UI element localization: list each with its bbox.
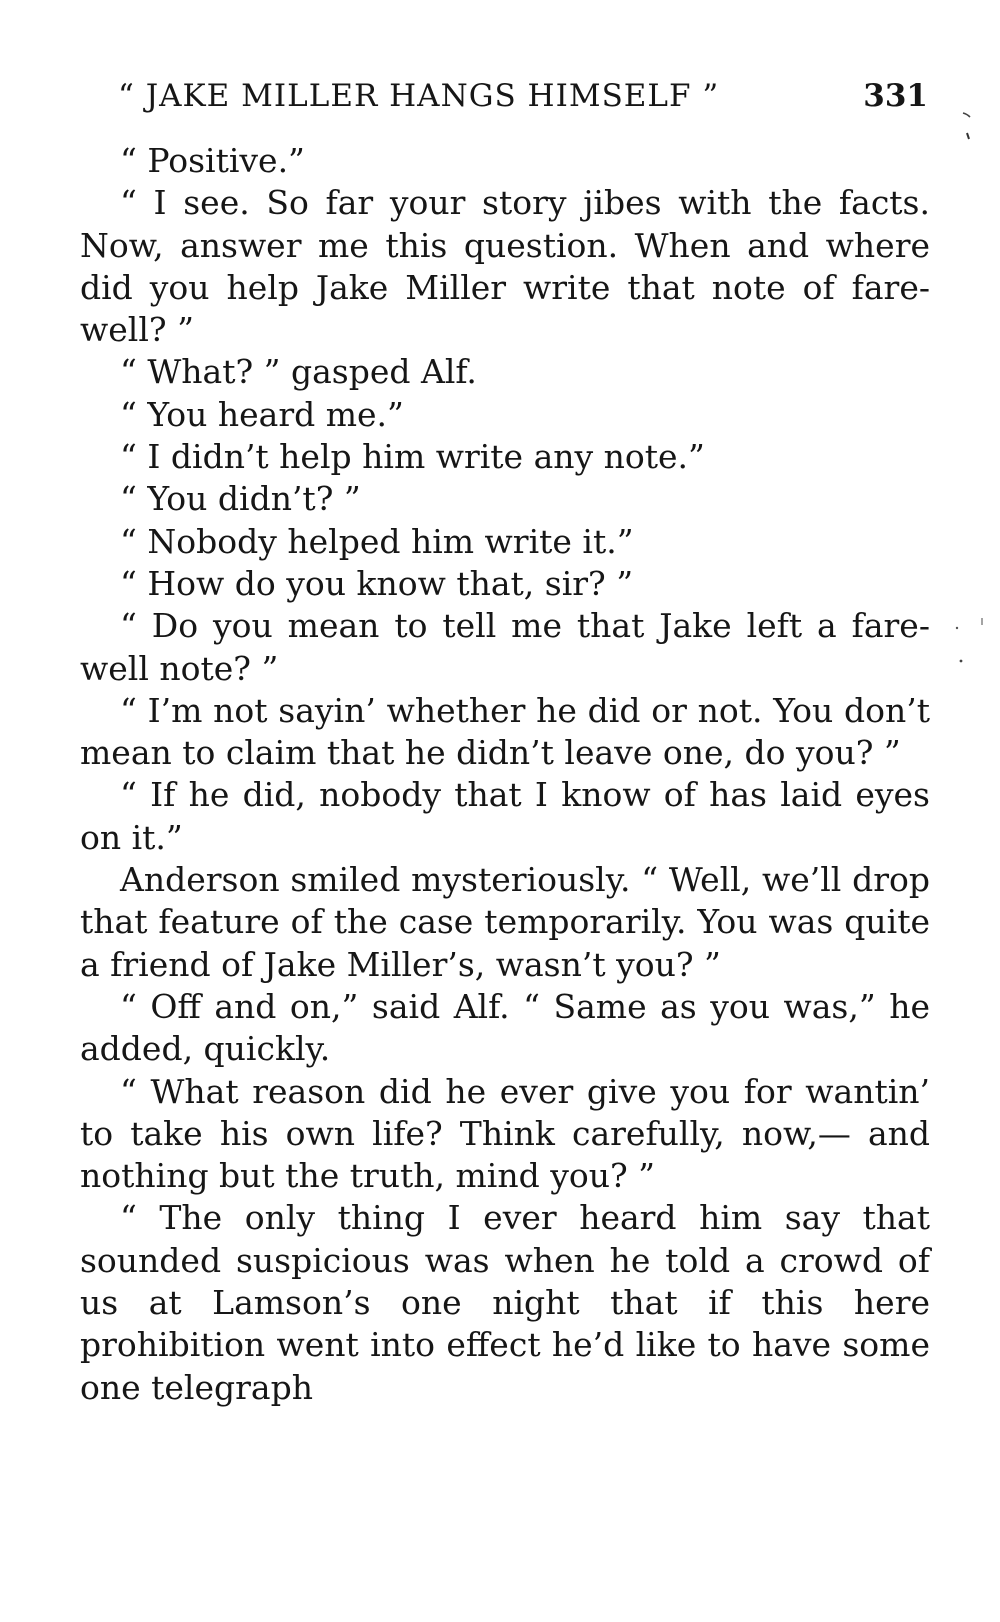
paragraph: Anderson smiled mysteriously. “ Well, we’ll drop that feature of the case temporarily. You was quite a friend of Jake Miller’s, wasn’t you? ” bbox=[80, 860, 930, 984]
page-number: 331 bbox=[863, 78, 928, 114]
running-head bbox=[118, 70, 928, 120]
scan-speck bbox=[956, 627, 958, 629]
scan-speck bbox=[960, 660, 963, 663]
paragraph: “ How do you know that, sir? ” bbox=[120, 563, 634, 603]
body-text bbox=[80, 140, 930, 1409]
paragraph: “ What? ” gasped Alf. bbox=[120, 352, 477, 392]
scan-speck bbox=[963, 113, 970, 117]
paragraph: “ What reason did he ever give you for wantin’ to take his own life? Think carefully, now,— and nothing but the truth, mind you? ” bbox=[80, 1071, 930, 1196]
paragraph: “ I see. So far your story jibes with the facts. Now, answer me this question. When and where did you help Jake Miller write that note of farewell? ” bbox=[80, 183, 930, 350]
running-head-title: “ JAKE MILLER HANGS HIMSELF ” bbox=[118, 78, 720, 114]
paragraph: “ Nobody helped him write it.” bbox=[120, 521, 634, 561]
scan-speck bbox=[967, 133, 969, 139]
paragraph: “ Off and on,” said Alf. “ Same as you was,” he added, quickly. bbox=[80, 986, 930, 1069]
paragraph: “ The only thing I ever heard him say that sounded suspicious was when he told a crowd of us at Lamson’s one night that if this here prohibition went into effect he’d like to have some one telegraph bbox=[80, 1198, 930, 1407]
paragraph: “ I’m not sayin’ whether he did or not. You don’t mean to claim that he didn’t leave one, do you? ” bbox=[80, 690, 930, 773]
paragraph: “ You heard me.” bbox=[120, 394, 404, 434]
paragraph: “ Positive.” bbox=[120, 141, 305, 180]
paragraph: “ You didn’t? ” bbox=[120, 479, 361, 519]
paragraph: “ Do you mean to tell me that Jake left a farewell note? ” bbox=[80, 606, 930, 688]
paragraph: “ I didn’t help him write any note.” bbox=[120, 437, 705, 477]
paragraph: “ If he did, nobody that I know of has laid eyes on it.” bbox=[80, 775, 930, 857]
